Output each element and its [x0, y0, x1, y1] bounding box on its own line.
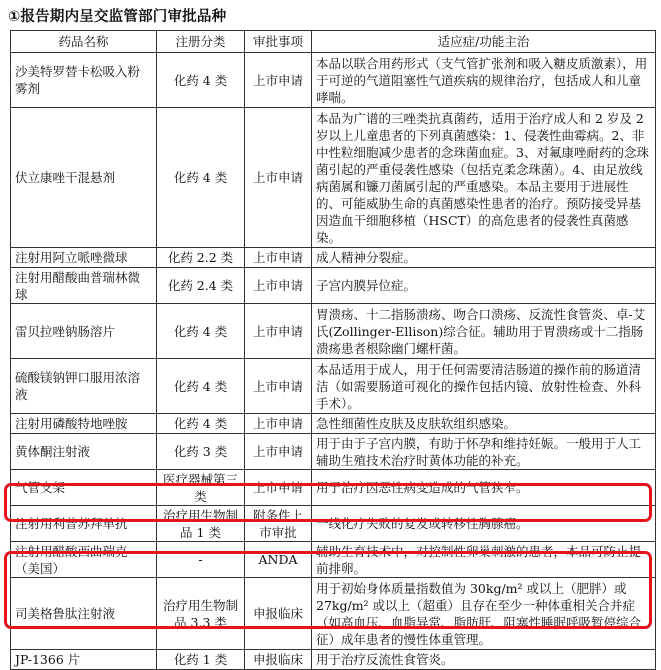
approval-item: 上市申请 [245, 470, 312, 506]
registration-class: 化药 2.4 类 [157, 268, 245, 304]
indication: 子宫内膜异位症。 [312, 268, 656, 304]
registration-class: 治疗用生物制品 3.3 类 [157, 578, 245, 650]
header-approval-item: 审批事项 [245, 31, 312, 53]
indication: 成人精神分裂症。 [312, 248, 656, 268]
registration-class: 化药 3 类 [157, 434, 245, 470]
drug-name: 气管支架 [11, 470, 157, 506]
indication: 胃溃疡、十二指肠溃疡、吻合口溃疡、反流性食管炎、卓-艾氏(Zollinger-Ellison)综合征。辅助用于胃溃疡或十二指肠溃疡患者根除幽门螺杆菌。 [312, 304, 656, 359]
drug-name: 司美格鲁肽注射液 [11, 578, 157, 650]
indication: 用于治疗因恶性病变造成的气管狭窄。 [312, 470, 656, 506]
approval-table [10, 30, 656, 670]
section-title: ①报告期内呈交监管部门审批品种 [8, 9, 227, 25]
table-row [11, 268, 656, 304]
indication: 急性细菌性皮肤及皮肤软组织感染。 [312, 414, 656, 434]
approval-item: 上市申请 [245, 53, 312, 108]
table-row [11, 108, 656, 248]
drug-name: 沙美特罗替卡松吸入粉雾剂 [11, 53, 157, 108]
approval-item: ANDA [245, 542, 312, 578]
registration-class: 化药 4 类 [157, 414, 245, 434]
table-row [11, 542, 656, 578]
header-registration-class: 注册分类 [157, 31, 245, 53]
indication: 一线化疗失败的复发或转移性胸腺癌。 [312, 506, 656, 542]
indication: 用于初始身体质量指数值为 30kg/m² 或以上（肥胖）或 27kg/m² 或以上（超重）且存在至少一种体重相关合并症（如高血压、血脂异常、脂肪肝、阻塞性睡眠呼吸暂停综合征）成年患者的慢性体重管理。 [312, 578, 656, 650]
header-drug-name: 药品名称 [11, 31, 157, 53]
indication: 本品以联合用药形式（支气管扩张剂和吸入糖皮质激素），用于可逆的气道阻塞性气道疾病的规律治疗，包括成人和儿童哮喘。 [312, 53, 656, 108]
table-row [11, 304, 656, 359]
registration-class: 化药 4 类 [157, 108, 245, 248]
registration-class: 化药 2.2 类 [157, 248, 245, 268]
approval-item: 上市申请 [245, 359, 312, 414]
registration-class: - [157, 542, 245, 578]
table-row [11, 359, 656, 414]
registration-class: 化药 1 类 [157, 650, 245, 670]
drug-name: 注射用醋酸曲普瑞林微球 [11, 268, 157, 304]
table-row [11, 248, 656, 268]
approval-item: 上市申请 [245, 268, 312, 304]
registration-class: 医疗器械第三类 [157, 470, 245, 506]
indication: 本品适用于成人，用于任何需要清洁肠道的操作前的肠道清洁（如需要肠道可视化的操作包括内镜、放射性检查、外科手术）。 [312, 359, 656, 414]
table-row [11, 578, 656, 650]
registration-class: 化药 4 类 [157, 359, 245, 414]
registration-class: 治疗用生物制品 1 类 [157, 506, 245, 542]
table-row [11, 434, 656, 470]
table-row [11, 650, 656, 670]
drug-name: 雷贝拉唑钠肠溶片 [11, 304, 157, 359]
drug-name: 注射用醋酸西曲瑞克（美国） [11, 542, 157, 578]
table-header-row [11, 31, 656, 53]
indication: 用于治疗反流性食管炎。 [312, 650, 656, 670]
approval-item: 附条件上市审批 [245, 506, 312, 542]
header-indication: 适应症/功能主治 [312, 31, 656, 53]
table-row [11, 414, 656, 434]
table-row [11, 506, 656, 542]
drug-name: 注射用阿立哌唑微球 [11, 248, 157, 268]
table-row [11, 53, 656, 108]
drug-name: 硫酸镁钠钾口服用浓溶液 [11, 359, 157, 414]
drug-name: 伏立康唑干混悬剂 [11, 108, 157, 248]
approval-item: 申报临床 [245, 650, 312, 670]
approval-item: 上市申请 [245, 414, 312, 434]
indication: 辅助生育技术中，对控制性卵巢刺激的患者，本品可防止提前排卵。 [312, 542, 656, 578]
indication: 用于由于子宫内膜，有助于怀孕和维持妊娠。一般用于人工辅助生殖技术治疗时黄体功能的补充。 [312, 434, 656, 470]
table-row [11, 470, 656, 506]
approval-item: 申报临床 [245, 578, 312, 650]
approval-item: 上市申请 [245, 304, 312, 359]
drug-name: 黄体酮注射液 [11, 434, 157, 470]
registration-class: 化药 4 类 [157, 53, 245, 108]
approval-item: 上市申请 [245, 434, 312, 470]
approval-item: 上市申请 [245, 108, 312, 248]
drug-name: 注射用磷酸特地唑胺 [11, 414, 157, 434]
drug-name: JP-1366 片 [11, 650, 157, 670]
approval-item: 上市申请 [245, 248, 312, 268]
drug-name: 注射用利普苏拜单抗 [11, 506, 157, 542]
registration-class: 化药 4 类 [157, 304, 245, 359]
indication: 本品为广谱的三唑类抗真菌药，适用于治疗成人和 2 岁及 2 岁以上儿童患者的下列真菌感染：1、侵袭性曲霉病。2、非中性粒细胞减少患者的念珠菌血症。3、对氟康唑耐药的念珠菌引起的严重侵袭性感染（包括克柔念珠菌）。4、由足放线病菌属和镰刀菌属引起的严重感染。本品主要用于进展性的、可能威胁生命的真菌感染性患者的治疗。预防接受异基因造血干细胞移植（HSCT）的高危患者的侵袭性真菌感染。 [312, 108, 656, 248]
